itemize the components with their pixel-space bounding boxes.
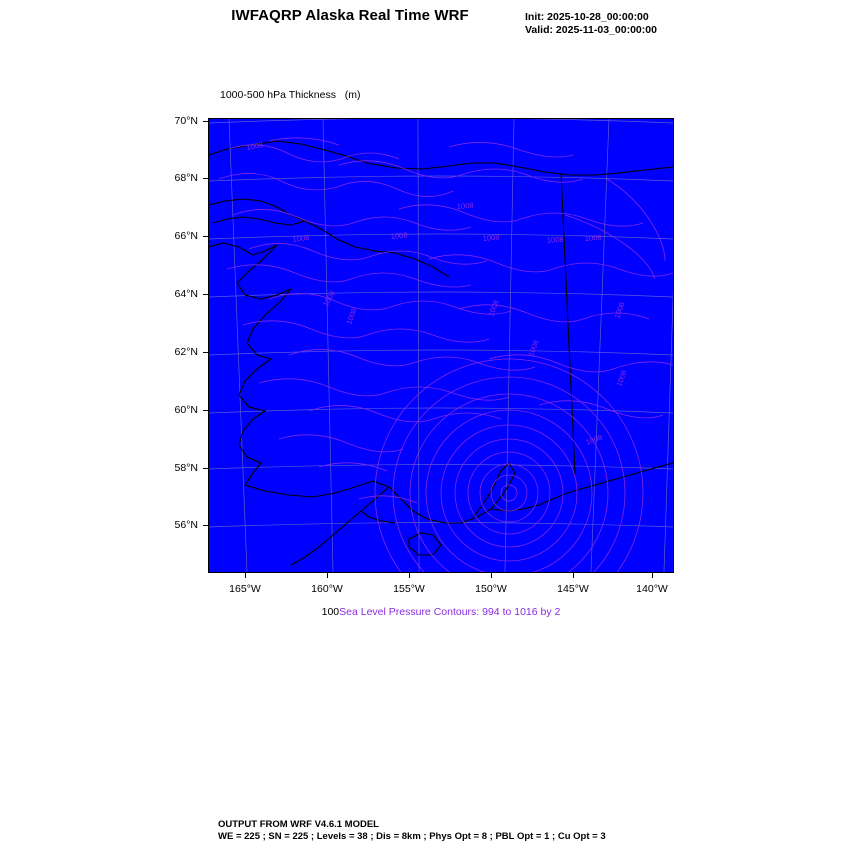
svg-text:1008: 1008 (320, 289, 338, 308)
caption-number: 100 (321, 606, 340, 618)
y-label-64n: 64°N (174, 288, 198, 300)
y-tick-64n (203, 294, 208, 295)
y-label-58n: 58°N (174, 462, 198, 474)
svg-text:1008: 1008 (245, 140, 264, 152)
y-tick-56n (203, 525, 208, 526)
svg-text:1008: 1008 (614, 368, 629, 388)
y-tick-60n (203, 410, 208, 411)
init-time: Init: 2025-10-28_00:00:00 (525, 11, 649, 23)
contour-caption (208, 606, 674, 618)
x-tick-145w (573, 573, 574, 578)
page-title: IWFAQRP Alaska Real Time WRF (231, 7, 469, 24)
y-tick-62n (203, 352, 208, 353)
y-tick-66n (203, 236, 208, 237)
map-panel (208, 118, 674, 573)
svg-text:1008: 1008 (456, 200, 474, 211)
footer-line-2: WE = 225 ; SN = 225 ; Levels = 38 ; Dis = 8km ; Phys Opt = 8 ; PBL Opt = 1 ; Cu Opt = 3 (218, 831, 606, 842)
svg-text:1008: 1008 (482, 232, 500, 243)
svg-text:1008: 1008 (292, 232, 310, 244)
svg-text:1008: 1008 (546, 234, 564, 245)
field-legend-line-1: 1000-500 hPa Thickness (m) (220, 89, 361, 101)
svg-text:1008: 1008 (486, 298, 501, 318)
svg-text:1008: 1008 (390, 230, 408, 241)
x-tick-155w (409, 573, 410, 578)
x-label-165w: 165°W (229, 583, 261, 595)
svg-text:1008: 1008 (584, 232, 602, 243)
svg-text:1008: 1008 (584, 432, 604, 447)
y-tick-70n (203, 121, 208, 122)
y-label-70n: 70°N (174, 115, 198, 127)
y-label-56n: 56°N (174, 519, 198, 531)
init-valid-block (525, 11, 657, 37)
x-label-140w: 140°W (636, 583, 668, 595)
x-tick-140w (652, 573, 653, 578)
svg-text:1008: 1008 (612, 300, 627, 320)
y-label-68n: 68°N (174, 172, 198, 184)
svg-text:1008: 1008 (526, 338, 541, 358)
model-footer (218, 819, 606, 843)
x-tick-150w (491, 573, 492, 578)
x-label-160w: 160°W (311, 583, 343, 595)
y-label-66n: 66°N (174, 230, 198, 242)
y-label-60n: 60°N (174, 404, 198, 416)
y-label-62n: 62°N (174, 346, 198, 358)
x-label-145w: 145°W (557, 583, 589, 595)
footer-line-1: OUTPUT FROM WRF V4.6.1 MODEL (218, 819, 379, 830)
domain-fill (209, 119, 673, 572)
svg-text:1008: 1008 (344, 306, 359, 326)
valid-time: Valid: 2025-11-03_00:00:00 (525, 24, 657, 36)
y-tick-58n (203, 468, 208, 469)
x-tick-160w (327, 573, 328, 578)
y-tick-68n (203, 178, 208, 179)
x-label-155w: 155°W (393, 583, 425, 595)
x-tick-165w (245, 573, 246, 578)
caption-text: Sea Level Pressure Contours: 994 to 1016 by 2 (339, 606, 561, 618)
x-label-150w: 150°W (475, 583, 507, 595)
